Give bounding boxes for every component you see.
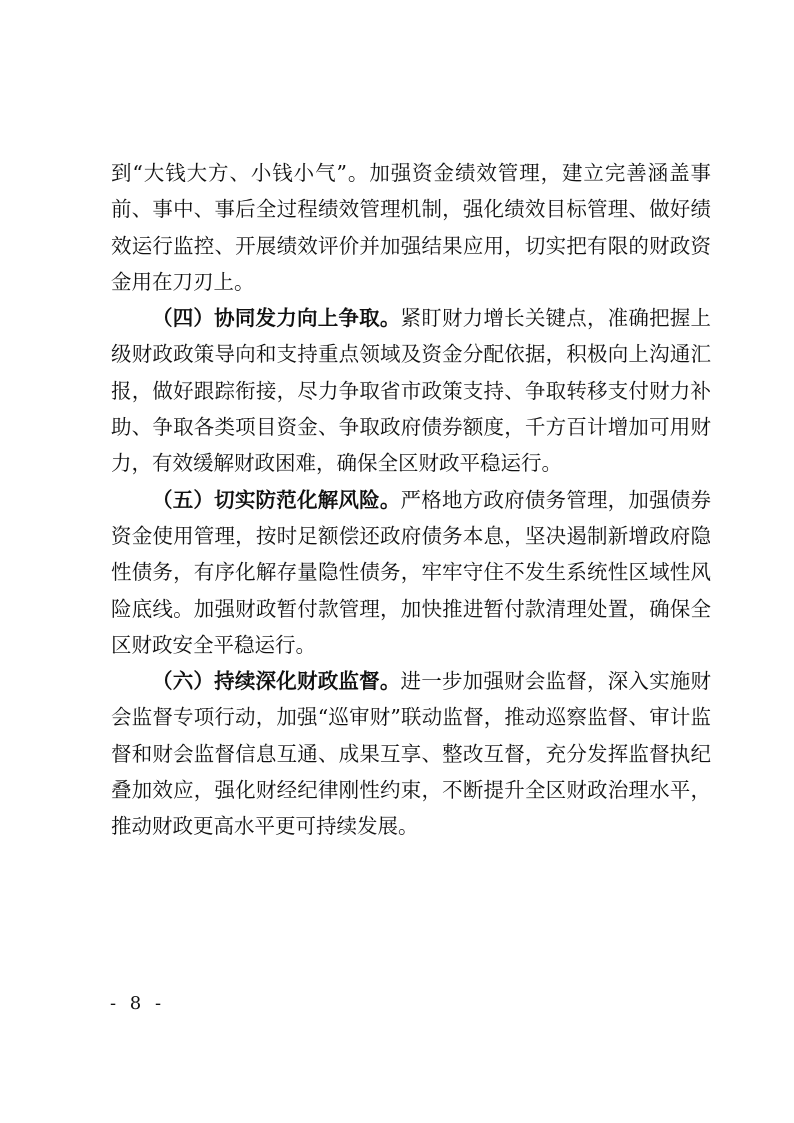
document-body bbox=[111, 155, 711, 845]
paragraph-section-6 bbox=[111, 663, 711, 844]
paragraph-body: 进一步加强财会监督，深入实施财会监督专项行动，加强“巡审财”联动监督，推动巡察监督、审计监督和财会监督信息互通、成果互享、整改互督，充分发挥监督执纪叠加效应，强化财经纪律刚性约束，不断提升全区财政治理水平，推动财政更高水平更可持续发展。 bbox=[111, 669, 712, 839]
section-heading-5: （五）切实防范化解风险。 bbox=[152, 487, 401, 512]
section-heading-6: （六）持续深化财政监督。 bbox=[152, 669, 401, 694]
paragraph-section-4 bbox=[111, 300, 711, 481]
paragraph-section-5 bbox=[111, 482, 711, 663]
page-number: - 8 - bbox=[110, 993, 166, 1014]
section-heading-4: （四）协同发力向上争取。 bbox=[152, 306, 401, 331]
paragraph-body: 严格地方政府债务管理，加强债券资金使用管理，按时足额偿还政府债务本息，坚决遏制新增政府隐性债务，有序化解存量隐性债务，牢牢守住不发生系统性区域性风险底线。加强财政暂付款管理，加快推进暂付款清理处置，确保全区财政安全平稳运行。 bbox=[111, 487, 712, 657]
paragraph-body: 到“大钱大方、小钱小气”。加强资金绩效管理，建立完善涵盖事前、事中、事后全过程绩效管理机制，强化绩效目标管理、做好绩效运行监控、开展绩效评价并加强结果应用，切实把有限的财政资金用在刀刃上。 bbox=[111, 161, 711, 294]
paragraph-body: 紧盯财力增长关键点，准确把握上级财政政策导向和支持重点领域及资金分配依据，积极向上沟通汇报，做好跟踪衔接，尽力争取省市政策支持、争取转移支付财力补助、争取各类项目资金、争取政府债券额度，千方百计增加可用财力，有效缓解财政困难，确保全区财政平稳运行。 bbox=[111, 306, 712, 476]
paragraph-continuation bbox=[111, 155, 711, 300]
